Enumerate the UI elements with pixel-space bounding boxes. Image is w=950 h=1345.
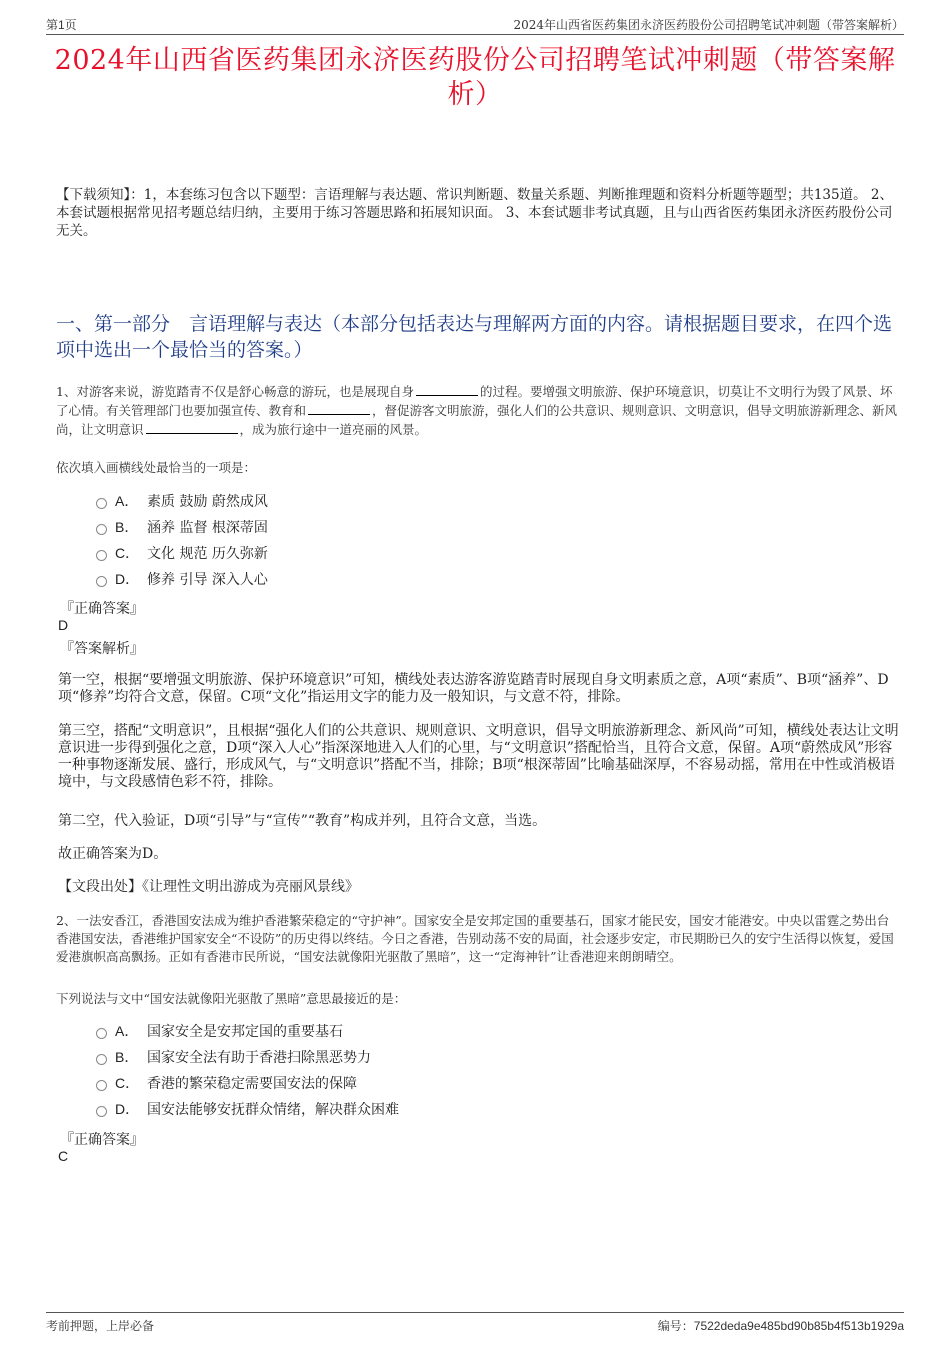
option-text: 国安法能够安抚群众情绪，解决群众困难 — [147, 1102, 399, 1118]
analysis-label: 『答案解析』 — [60, 641, 144, 657]
section-heading: 一、第一部分 言语理解与表达（本部分包括表达与理解两方面的内容。请根据题目要求，在四个选项中选出一个最恰当的答案。） — [56, 313, 893, 361]
source-citation: 【文段出处】《让理性文明出游成为亮丽风景线》 — [58, 879, 359, 895]
option-text: 香港的繁荣稳定需要国安法的保障 — [147, 1076, 357, 1092]
radio-icon[interactable] — [96, 498, 107, 509]
option-text: 国家安全是安邦定国的重要基石 — [147, 1024, 343, 1040]
radio-icon[interactable] — [96, 524, 107, 535]
question-1-text — [56, 382, 898, 439]
option-letter: A． — [115, 493, 139, 509]
document-id-label: 编号： — [657, 1319, 694, 1333]
radio-icon[interactable] — [96, 1106, 107, 1117]
question-2-text: 2、一法安香江，香港国安法成为维护香港繁荣稳定的“守护神”。国家安全是安邦定国的重要基石，国家才能民安，国安才能港安。中央以雷霆之势出台香港国安法，香港维护国家安全“不设防”的历史得以终结。今日之香港，告别动荡不安的局面，社会逐步安定，市民期盼已久的安宁生活得以恢复，爱国爱港旗帜高高飘扬。正如有香港市民所说，“国安法就像阳光驱散了黑暗”，这一“定海神针”让香港迎来朗朗晴空。 — [56, 913, 894, 964]
footer-slogan: 考前押题，上岸必备 — [46, 1319, 155, 1333]
question-1-text-part: ，成为旅行途中一道亮丽的风景。 — [239, 422, 428, 437]
option-d[interactable] — [96, 566, 796, 592]
question-1-text-part: 1、对游客来说，游览踏青不仅是舒心畅意的游玩，也是展现自身 — [56, 384, 414, 399]
option-letter: D． — [115, 571, 140, 587]
radio-icon[interactable] — [96, 1080, 107, 1091]
page-header — [46, 14, 904, 35]
analysis-paragraph: 第二空，代入验证，D项“引导”与“宣传”“教育”构成并列，且符合文意，当选。 — [58, 813, 547, 829]
option-a[interactable] — [96, 488, 796, 514]
question-2-prompt: 下列说法与文中“国安法就像阳光驱散了黑暗”意思最接近的是： — [56, 991, 407, 1006]
question-1-text-part: 的过程。要增强文明旅游、保护环境意识，切莫让不文明行为毁了风景、坏了心情。有关管理部门也要加强宣传、教育和 — [56, 384, 893, 418]
fill-blank — [308, 401, 370, 415]
question-1-options — [96, 488, 796, 592]
question-1-prompt: 依次填入画横线处最恰当的一项是： — [56, 460, 257, 475]
radio-icon[interactable] — [96, 1028, 107, 1039]
answer-value: D — [58, 617, 69, 633]
option-c[interactable] — [96, 1070, 796, 1096]
option-letter: A． — [115, 1023, 139, 1039]
analysis-paragraph: 第三空，搭配“文明意识”，且根据“强化人们的公共意识、规则意识、文明意识，倡导文明旅游新理念、新风尚”可知，横线处表达让文明意识进一步得到强化之意，D项“深入人心”指深深地进入人们的心里，与“文明意识”搭配恰当，且符合文意，保留。A项“蔚然成风”形容一种事物逐渐发展、盛行，形成风气，与“文明意识”搭配不当，排除；B项“根深蒂固”比喻基础深厚，不容易动摇，常用在中性或消极语境中，与文段感情色彩不符，排除。 — [58, 723, 899, 790]
option-a[interactable] — [96, 1018, 796, 1044]
answer-label: 『正确答案』 — [60, 601, 144, 617]
fill-blank — [146, 420, 238, 434]
option-c[interactable] — [96, 540, 796, 566]
option-text: 修养 引导 深入人心 — [147, 572, 268, 588]
option-text: 国家安全法有助于香港扫除黑恶势力 — [147, 1050, 371, 1066]
document-title: 2024年山西省医药集团永济医药股份公司招聘笔试冲刺题（带答案解析） — [54, 45, 896, 110]
page-footer — [46, 1312, 904, 1337]
answer-value: C — [58, 1148, 69, 1164]
fill-blank — [416, 382, 478, 396]
radio-icon[interactable] — [96, 1054, 107, 1065]
question-2-options — [96, 1018, 796, 1122]
option-text: 素质 鼓励 蔚然成风 — [147, 494, 268, 510]
question-1-text-part: ，督促游客文明旅游，强化人们的公共意识、规则意识、文明意识，倡导文明旅游新理念、新风尚，让文明意识 — [56, 403, 898, 437]
option-letter: D． — [115, 1101, 140, 1117]
option-b[interactable] — [96, 1044, 796, 1070]
download-notice: 【下载须知】：1，本套练习包含以下题型：言语理解与表达题、常识判断题、数量关系题、判断推理题和资料分析题等题型；共135道。 2、本套试题根据常见招考题总结归纳，主要用于练习答题思路和拓展知识面。 3、本套试题非考试真题，且与山西省医药集团永济医药股份公司无关。 — [56, 187, 893, 239]
document-id — [658, 1317, 904, 1334]
page-number: 第1页 — [46, 18, 77, 32]
radio-icon[interactable] — [96, 576, 107, 587]
option-b[interactable] — [96, 514, 796, 540]
option-letter: B． — [115, 1049, 139, 1065]
option-letter: C． — [115, 1075, 140, 1091]
option-text: 涵养 监督 根深蒂固 — [147, 520, 268, 536]
answer-label: 『正确答案』 — [60, 1132, 144, 1148]
option-text: 文化 规范 历久弥新 — [147, 546, 268, 562]
option-d[interactable] — [96, 1096, 796, 1122]
document-id-value: 7522deda9e485bd90b85b4f513b1929a — [693, 1319, 904, 1333]
radio-icon[interactable] — [96, 550, 107, 561]
option-letter: B． — [115, 519, 139, 535]
option-letter: C． — [115, 545, 140, 561]
analysis-paragraph: 故正确答案为D。 — [58, 846, 168, 862]
header-title: 2024年山西省医药集团永济医药股份公司招聘笔试冲刺题（带答案解析） — [513, 18, 904, 32]
analysis-paragraph: 第一空，根据“要增强文明旅游、保护环境意识”可知，横线处表达游客游览踏青时展现自身文明素质之意，A项“素质”、B项“涵养”、D项“修养”均符合文意，保留。C项“文化”指运用文字的能力及一般知识，与文意不符，排除。 — [58, 672, 889, 705]
